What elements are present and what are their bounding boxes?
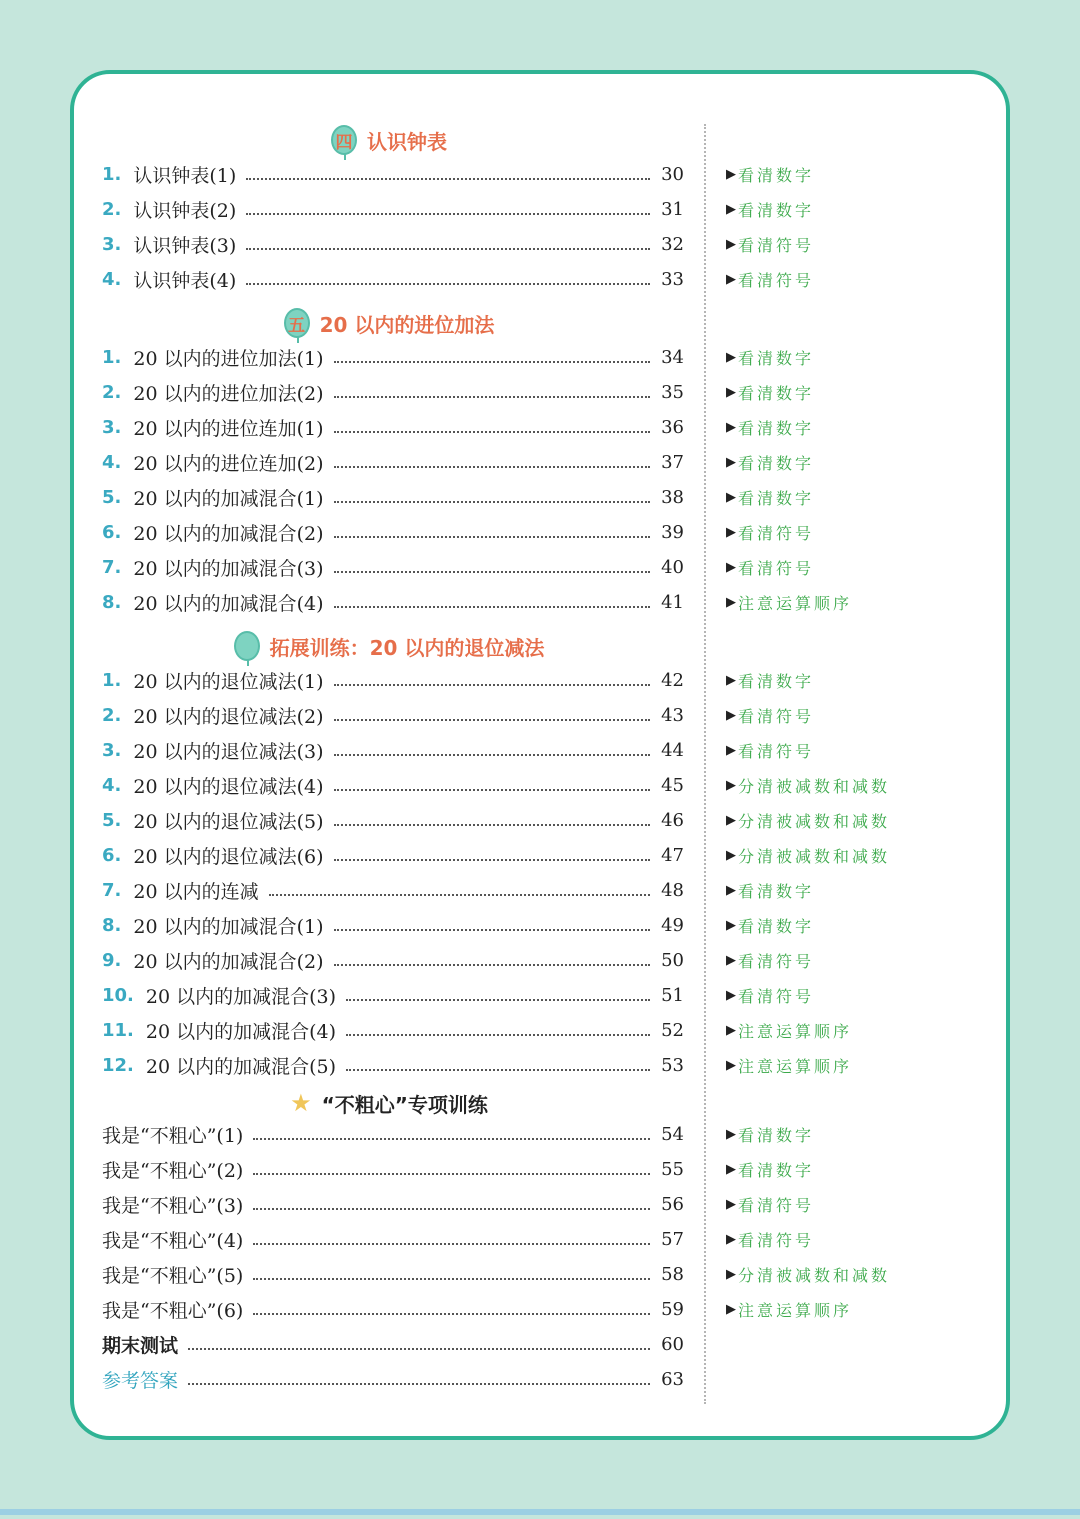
tip-text: 看清符号 (738, 271, 815, 290)
item-title: 20 以内的退位减法(4) (133, 776, 324, 798)
dot-leader (334, 431, 650, 433)
item-title: 20 以内的退位减法(2) (133, 706, 324, 728)
page-number: 52 (661, 1020, 684, 1041)
tip-text: 注意运算顺序 (738, 594, 853, 613)
item-number: 5. (102, 487, 122, 508)
page-number: 34 (661, 347, 684, 368)
tip-note (726, 1152, 814, 1187)
triangle-right-icon: ▶ (726, 350, 736, 365)
page-number: 55 (661, 1159, 684, 1180)
page-number: 46 (661, 810, 684, 831)
dot-leader (334, 396, 650, 398)
page-number: 33 (661, 269, 684, 290)
toc-row[interactable] (102, 480, 684, 515)
item-title: 认识钟表(4) (133, 270, 237, 292)
tip-note (726, 1292, 852, 1327)
tip-text: 看清符号 (738, 559, 815, 578)
page-number: 42 (661, 670, 684, 691)
dot-leader (334, 684, 650, 686)
section-heading-careful (74, 1085, 704, 1121)
page-number: 37 (661, 452, 684, 473)
item-title: 认识钟表(1) (133, 165, 237, 187)
page-number: 35 (661, 382, 684, 403)
tip-note (726, 978, 814, 1013)
tip-text: 看清符号 (738, 1196, 815, 1215)
tip-note (726, 698, 814, 733)
item-number: 6. (102, 522, 122, 543)
tip-text: 注意运算顺序 (738, 1057, 853, 1076)
triangle-right-icon: ▶ (726, 455, 736, 470)
dot-leader (334, 501, 650, 503)
item-title: 20 以内的加减混合(4) (145, 1021, 337, 1043)
item-title: 我是“不粗心”(5) (102, 1265, 244, 1287)
tip-note (726, 768, 890, 803)
item-number: 5. (102, 810, 122, 831)
triangle-right-icon: ▶ (726, 237, 736, 252)
dot-leader (346, 999, 650, 1001)
toc-row[interactable] (102, 768, 684, 803)
tip-text: 看清数字 (738, 384, 815, 403)
dot-leader (253, 1208, 650, 1210)
item-number: 12. (102, 1055, 134, 1076)
triangle-right-icon: ▶ (726, 1302, 736, 1317)
triangle-right-icon: ▶ (726, 1058, 736, 1073)
tip-note (726, 157, 814, 192)
dot-leader (346, 1069, 650, 1071)
toc-row[interactable] (102, 340, 684, 375)
dot-leader (188, 1383, 650, 1385)
tip-text: 分清被减数和减数 (738, 847, 891, 866)
item-number: 8. (102, 915, 122, 936)
dot-leader (334, 571, 650, 573)
toc-row[interactable] (102, 873, 684, 908)
triangle-right-icon: ▶ (726, 1197, 736, 1212)
tip-note (726, 585, 852, 620)
column-divider (704, 124, 706, 1404)
toc-row[interactable] (102, 515, 684, 550)
section-title: 认识钟表 (367, 129, 447, 154)
tip-text: 看清符号 (738, 236, 815, 255)
tip-text: 看清符号 (738, 987, 815, 1006)
triangle-right-icon: ▶ (726, 673, 736, 688)
tip-text: 看清数字 (738, 201, 815, 220)
page-number: 41 (661, 592, 684, 613)
toc-row[interactable] (102, 908, 684, 943)
toc-row[interactable] (102, 227, 684, 262)
tip-note (726, 1013, 852, 1048)
dot-leader (246, 283, 650, 285)
item-title: 20 以内的退位减法(1) (133, 671, 324, 693)
item-number: 11. (102, 1020, 134, 1041)
toc-row[interactable] (102, 1362, 684, 1397)
page-number: 53 (661, 1055, 684, 1076)
toc-row[interactable] (102, 1117, 684, 1152)
item-title: 我是“不粗心”(2) (102, 1160, 244, 1182)
item-number: 1. (102, 670, 122, 691)
tip-text: 看清数字 (738, 1161, 815, 1180)
item-title: 20 以内的加减混合(5) (145, 1056, 337, 1078)
triangle-right-icon: ▶ (726, 1127, 736, 1142)
dot-leader (334, 606, 650, 608)
toc-row[interactable] (102, 698, 684, 733)
item-title: 我是“不粗心”(6) (102, 1300, 244, 1322)
page-number: 50 (661, 950, 684, 971)
tip-note (726, 1117, 814, 1152)
toc-row[interactable] (102, 1013, 684, 1048)
page-number: 51 (661, 985, 684, 1006)
tip-text: 看清符号 (738, 524, 815, 543)
item-number: 3. (102, 234, 122, 255)
page-number: 40 (661, 557, 684, 578)
tip-text: 看清数字 (738, 166, 815, 185)
dot-leader (253, 1278, 650, 1280)
page-number: 59 (661, 1299, 684, 1320)
tip-text: 看清符号 (738, 707, 815, 726)
item-title: 20 以内的加减混合(4) (133, 593, 324, 615)
toc-row[interactable] (102, 943, 684, 978)
tip-text: 看清符号 (738, 952, 815, 971)
page-number: 39 (661, 522, 684, 543)
item-title: 认识钟表(3) (133, 235, 237, 257)
item-title: 我是“不粗心”(3) (102, 1195, 244, 1217)
page-number: 54 (661, 1124, 684, 1145)
triangle-right-icon: ▶ (726, 490, 736, 505)
tip-text: 看清符号 (738, 742, 815, 761)
toc-row[interactable] (102, 262, 684, 297)
dot-leader (334, 964, 650, 966)
triangle-right-icon: ▶ (726, 1162, 736, 1177)
triangle-right-icon: ▶ (726, 883, 736, 898)
toc-row[interactable] (102, 1048, 684, 1083)
dot-leader (253, 1173, 650, 1175)
section-heading-carry-addition (74, 305, 704, 341)
dot-leader (334, 824, 650, 826)
page-number: 47 (661, 845, 684, 866)
tip-note (726, 227, 814, 262)
toc-row[interactable] (102, 445, 684, 480)
tip-note (726, 908, 814, 943)
page-number: 49 (661, 915, 684, 936)
triangle-right-icon: ▶ (726, 953, 736, 968)
toc-row[interactable] (102, 157, 684, 192)
page-number: 43 (661, 705, 684, 726)
dot-leader (334, 859, 650, 861)
tip-text: 分清被减数和减数 (738, 777, 891, 796)
page-number: 48 (661, 880, 684, 901)
page-number: 60 (661, 1334, 684, 1355)
tip-note (726, 262, 814, 297)
item-title: 期末测试 (102, 1335, 179, 1357)
item-title: 20 以内的进位加法(1) (133, 348, 324, 370)
tip-note (726, 733, 814, 768)
triangle-right-icon: ▶ (726, 272, 736, 287)
toc-row[interactable] (102, 1292, 684, 1327)
section-heading-clock (74, 122, 704, 158)
item-number: 1. (102, 347, 122, 368)
section-heading-extension (74, 628, 704, 664)
item-number: 1. (102, 164, 122, 185)
triangle-right-icon: ▶ (726, 988, 736, 1003)
dot-leader (334, 361, 650, 363)
item-title: 认识钟表(2) (133, 200, 237, 222)
triangle-right-icon: ▶ (726, 420, 736, 435)
star-icon: ★ (290, 1089, 312, 1117)
dot-leader (246, 248, 650, 250)
tip-note (726, 445, 814, 480)
tip-note (726, 943, 814, 978)
section-title: “不粗心”专项训练 (321, 1092, 488, 1117)
triangle-right-icon: ▶ (726, 1267, 736, 1282)
tip-text: 看清数字 (738, 672, 815, 691)
toc-row[interactable] (102, 663, 684, 698)
tip-note (726, 1222, 814, 1257)
tip-note (726, 1048, 852, 1083)
balloon-icon: 四 (331, 125, 357, 155)
tip-note (726, 838, 890, 873)
item-number: 3. (102, 417, 122, 438)
toc-row[interactable] (102, 192, 684, 227)
tip-text: 看清数字 (738, 882, 815, 901)
page-number: 58 (661, 1264, 684, 1285)
item-number: 8. (102, 592, 122, 613)
dot-leader (334, 929, 650, 931)
dot-leader (246, 178, 650, 180)
triangle-right-icon: ▶ (726, 1232, 736, 1247)
tip-note (726, 873, 814, 908)
tip-text: 注意运算顺序 (738, 1301, 853, 1320)
item-title: 20 以内的加减混合(2) (133, 951, 324, 973)
page-number: 45 (661, 775, 684, 796)
item-number: 10. (102, 985, 134, 1006)
dot-leader (334, 466, 650, 468)
balloon-icon: 五 (284, 308, 310, 338)
section-title: 拓展训练：20 以内的退位减法 (269, 635, 545, 660)
item-title: 20 以内的加减混合(1) (133, 488, 324, 510)
item-title: 我是“不粗心”(1) (102, 1125, 244, 1147)
item-number: 2. (102, 382, 122, 403)
toc-row[interactable] (102, 550, 684, 585)
tip-note (726, 480, 814, 515)
item-title: 20 以内的退位减法(5) (133, 811, 324, 833)
toc-row[interactable] (102, 1187, 684, 1222)
toc-row[interactable] (102, 375, 684, 410)
tip-text: 看清符号 (738, 1231, 815, 1250)
page-number: 57 (661, 1229, 684, 1250)
item-number: 7. (102, 880, 122, 901)
triangle-right-icon: ▶ (726, 525, 736, 540)
tip-text: 看清数字 (738, 419, 815, 438)
triangle-right-icon: ▶ (726, 595, 736, 610)
page-number: 32 (661, 234, 684, 255)
tip-note (726, 340, 814, 375)
tip-note (726, 1257, 890, 1292)
page-number: 30 (661, 164, 684, 185)
item-number: 4. (102, 452, 122, 473)
page-number: 31 (661, 199, 684, 220)
item-title: 20 以内的退位减法(3) (133, 741, 324, 763)
tip-text: 看清数字 (738, 454, 815, 473)
item-number: 4. (102, 775, 122, 796)
triangle-right-icon: ▶ (726, 778, 736, 793)
triangle-right-icon: ▶ (726, 848, 736, 863)
bottom-stripe (0, 1509, 1080, 1515)
balloon-icon (234, 631, 260, 661)
item-title: 20 以内的退位减法(6) (133, 846, 324, 868)
dot-leader (334, 789, 650, 791)
item-title: 20 以内的加减混合(3) (145, 986, 337, 1008)
dot-leader (253, 1138, 650, 1140)
item-title: 20 以内的加减混合(2) (133, 523, 324, 545)
tip-note (726, 1187, 814, 1222)
dot-leader (346, 1034, 650, 1036)
item-title: 我是“不粗心”(4) (102, 1230, 244, 1252)
toc-row[interactable] (102, 978, 684, 1013)
page-number: 44 (661, 740, 684, 761)
toc-row[interactable] (102, 1327, 684, 1362)
item-number: 2. (102, 705, 122, 726)
item-number: 6. (102, 845, 122, 866)
item-title: 20 以内的进位加法(2) (133, 383, 324, 405)
item-number: 9. (102, 950, 122, 971)
tip-note (726, 663, 814, 698)
triangle-right-icon: ▶ (726, 385, 736, 400)
tip-text: 注意运算顺序 (738, 1022, 853, 1041)
page-number: 56 (661, 1194, 684, 1215)
tip-note (726, 375, 814, 410)
item-title: 20 以内的加减混合(1) (133, 916, 324, 938)
item-title: 20 以内的加减混合(3) (133, 558, 324, 580)
toc-row[interactable] (102, 1152, 684, 1187)
tip-note (726, 410, 814, 445)
triangle-right-icon: ▶ (726, 813, 736, 828)
dot-leader (253, 1313, 650, 1315)
dot-leader (334, 536, 650, 538)
tip-text: 看清数字 (738, 1126, 815, 1145)
page-number: 63 (661, 1369, 684, 1390)
tip-text: 分清被减数和减数 (738, 1266, 891, 1285)
triangle-right-icon: ▶ (726, 167, 736, 182)
toc-card (70, 70, 1010, 1440)
dot-leader (188, 1348, 650, 1350)
item-number: 2. (102, 199, 122, 220)
tip-text: 分清被减数和减数 (738, 812, 891, 831)
triangle-right-icon: ▶ (726, 743, 736, 758)
toc-row[interactable] (102, 803, 684, 838)
item-number: 4. (102, 269, 122, 290)
page-number: 36 (661, 417, 684, 438)
tip-text: 看清数字 (738, 917, 815, 936)
item-title: 20 以内的进位连加(2) (133, 453, 324, 475)
triangle-right-icon: ▶ (726, 1023, 736, 1038)
section-title: 20 以内的进位加法 (319, 312, 495, 337)
tip-text: 看清数字 (738, 349, 815, 368)
triangle-right-icon: ▶ (726, 202, 736, 217)
item-title: 20 以内的连减 (133, 881, 259, 903)
triangle-right-icon: ▶ (726, 708, 736, 723)
toc-row[interactable] (102, 585, 684, 620)
dot-leader (253, 1243, 650, 1245)
tip-note (726, 192, 814, 227)
dot-leader (334, 754, 650, 756)
triangle-right-icon: ▶ (726, 560, 736, 575)
toc-row[interactable] (102, 838, 684, 873)
tip-text: 看清数字 (738, 489, 815, 508)
tip-note (726, 803, 890, 838)
item-title: 20 以内的进位连加(1) (133, 418, 324, 440)
dot-leader (269, 894, 650, 896)
item-number: 7. (102, 557, 122, 578)
item-title: 参考答案 (102, 1370, 179, 1392)
triangle-right-icon: ▶ (726, 918, 736, 933)
item-number: 3. (102, 740, 122, 761)
dot-leader (246, 213, 650, 215)
tip-note (726, 550, 814, 585)
toc-row[interactable] (102, 1222, 684, 1257)
tip-note (726, 515, 814, 550)
toc-row[interactable] (102, 410, 684, 445)
page-number: 38 (661, 487, 684, 508)
dot-leader (334, 719, 650, 721)
toc-row[interactable] (102, 1257, 684, 1292)
toc-row[interactable] (102, 733, 684, 768)
